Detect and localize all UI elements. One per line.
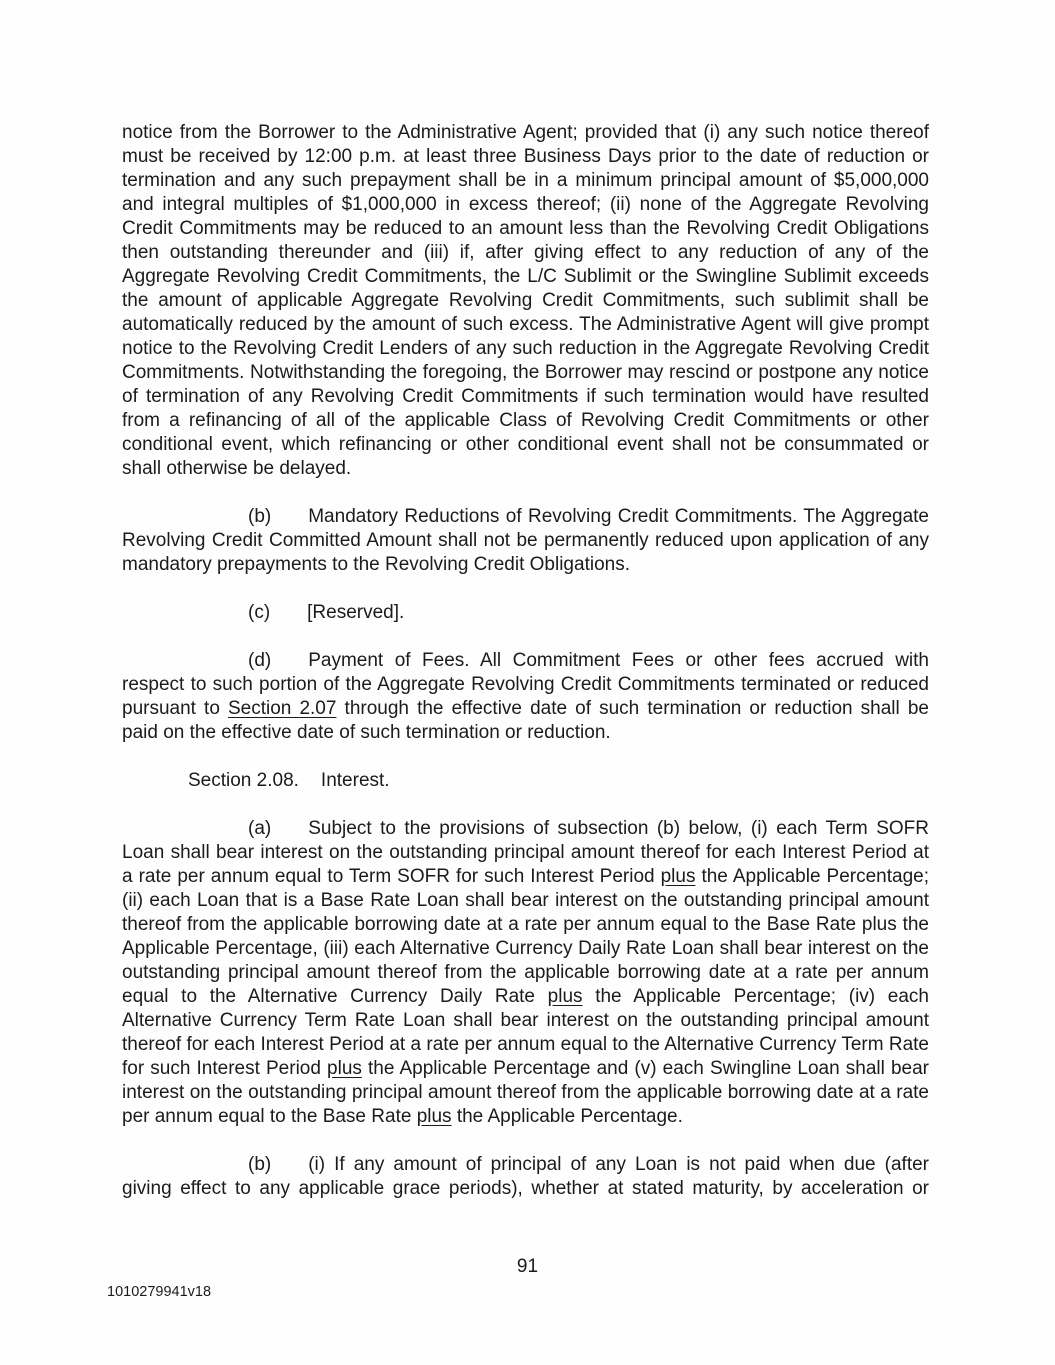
underlined-reference: plus <box>327 1058 362 1079</box>
text-run: Mandatory Reductions of Revolving Credit Commitments. The Aggregate Revolving Credit Committed Amount shall not be permanently reduced upon application of any mandatory prepayments to the Revolving Credit Obligations. <box>122 506 929 575</box>
text-run: the Applicable Percentage. <box>451 1106 683 1127</box>
text-run: Payment of Fees. All Commitment Fees or other fees accrued with respect to such portion of the Aggregate Revolving Credit Commitments terminated or reduced pursuant to <box>122 650 929 719</box>
page-number: 91 <box>516 1256 539 1277</box>
paragraph-label: (a) <box>248 818 272 839</box>
para-subsection-a-interest-rates <box>122 817 929 1129</box>
para-section-2-08-heading <box>122 769 929 793</box>
text-run: [Reserved]. <box>307 602 405 623</box>
paragraph-label: (b) <box>248 506 272 527</box>
paragraph-label: (d) <box>248 650 272 671</box>
para-subsection-d-payment-of-fees <box>122 649 929 745</box>
para-subsection-b-i-overdue-principal <box>122 1153 929 1201</box>
paragraph-label: Section 2.08. <box>188 770 299 791</box>
document-body <box>122 121 929 1225</box>
text-run: the Applicable Percentage and (v) each Swingline Loan shall bear interest on the outstanding principal amount thereof from the applicable borrowing date at a rate per annum equal to the Base Rate <box>122 1058 929 1127</box>
text-run: notice from the Borrower to the Administrative Agent; provided that (i) any such notice thereof must be received by 12:00 p.m. at least three Business Days prior to the date of reduction or termination and any such prepayment shall be in a minimum principal amount of $5,000,000 and integral multiples of $1,000,000 in excess thereof; (ii) none of the Aggregate Revolving Credit Commitments may be reduced to an amount less than the Revolving Credit Obligations then outstanding thereunder and (iii) if, after giving effect to any reduction of any of the Aggregate Revolving Credit Commitments, the L/C Sublimit or the Swingline Sublimit exceeds the amount of applicable Aggregate Revolving Credit Commitments, such sublimit shall be automatically reduced by the amount of such excess. The Administrative Agent will give prompt notice to the Revolving Credit Lenders of any such reduction in the Aggregate Revolving Credit Commitments. Notwithstanding the foregoing, the Borrower may rescind or postpone any notice of termination of any Revolving Credit Commitments if such termination would have resulted from a refinancing of all of the applicable Class of Revolving Credit Commitments or other conditional event, which refinancing or other conditional event shall not be consummated or shall otherwise be delayed. <box>122 122 929 479</box>
para-subsection-c-reserved <box>122 601 929 625</box>
text-run: through the effective date of such termination or reduction shall be paid on the effective date of such termination or reduction. <box>122 698 929 743</box>
text-run: Interest. <box>320 770 390 791</box>
text-run: the Applicable Percentage; (ii) each Loan that is a Base Rate Loan shall bear interest on the outstanding principal amount thereof from the applicable borrowing date at a rate per annum equal to the Base Rate plus the Applicable Percentage, (iii) each Alternative Currency Daily Rate Loan shall bear interest on the outstanding principal amount thereof from the applicable borrowing date at a rate per annum equal to the Alternative Currency Daily Rate <box>122 866 929 1007</box>
underlined-reference: plus <box>416 1106 452 1127</box>
document-id-footer: 1010279941v18 <box>107 1284 212 1300</box>
paragraph-label: (b) <box>248 1154 272 1175</box>
underlined-reference: plus <box>660 866 696 887</box>
para-subsection-b-mandatory-reductions <box>122 505 929 577</box>
text-run: Subject to the provisions of subsection (b) below, (i) each Term SOFR Loan shall bear interest on the outstanding principal amount thereof for each Interest Period at a rate per annum equal to Term SOFR for such Interest Period <box>122 818 929 887</box>
underlined-reference: plus <box>547 986 583 1007</box>
text-run: (i) If any amount of principal of any Loan is not paid when due (after giving effect to any applicable grace periods), whether at stated maturity, by acceleration or <box>122 1154 929 1199</box>
para-continuation-optional-reductions <box>122 121 929 481</box>
text-run: the Applicable Percentage; (iv) each Alternative Currency Term Rate Loan shall bear interest on the outstanding principal amount thereof for each Interest Period at a rate per annum equal to the Alternative Currency Term Rate for such Interest Period <box>122 986 930 1079</box>
underlined-reference: Section 2.07 <box>227 698 337 719</box>
paragraph-label: (c) <box>248 602 271 623</box>
